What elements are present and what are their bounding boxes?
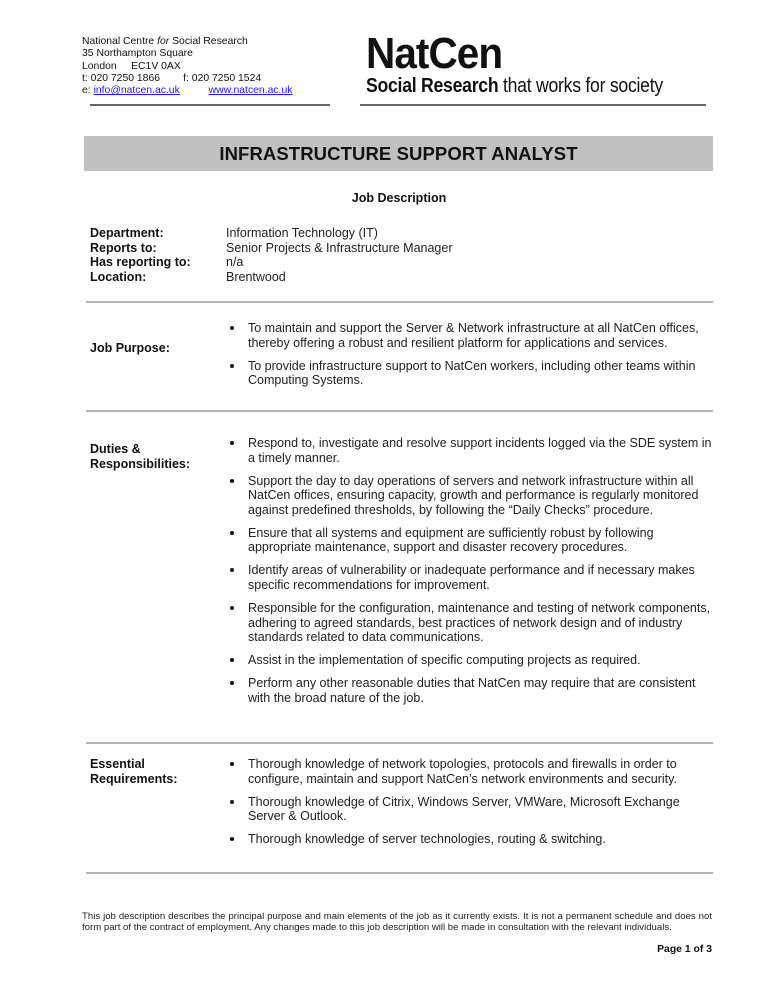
- address-line-2: London EC1V 0AX: [82, 60, 181, 72]
- logo-wordmark: NatCen: [366, 29, 503, 78]
- section-label: [90, 442, 190, 471]
- meta-row-reports-to: [90, 241, 453, 256]
- meta-row-department: [90, 226, 453, 241]
- logo-tagline: [366, 75, 663, 97]
- list-item: [226, 676, 716, 705]
- list-item: [226, 563, 716, 592]
- divider: [86, 301, 713, 303]
- meta-row-location: [90, 270, 453, 285]
- meta-key: Department:: [90, 226, 164, 240]
- bullet-icon: [230, 762, 234, 766]
- bullet-icon: [230, 658, 234, 662]
- list-item: [226, 832, 716, 847]
- logo-tagline-rest: that works for society: [498, 74, 663, 97]
- list-item: [226, 653, 716, 668]
- list-item: [226, 757, 716, 786]
- page-number: Page 1 of 3: [657, 944, 712, 955]
- email-prefix: e:: [82, 85, 94, 97]
- section-label-line: Essential: [90, 757, 145, 771]
- bullet-icon: [230, 606, 234, 610]
- bullet-icon: [230, 326, 234, 330]
- divider: [86, 742, 713, 744]
- header-rule-right: [360, 104, 706, 106]
- bullet-icon: [230, 531, 234, 535]
- meta-value: n/a: [226, 255, 244, 270]
- phone: t: 020 7250 1866: [82, 72, 161, 84]
- section-label-line: Requirements:: [90, 771, 178, 786]
- header-rule-left: [90, 104, 330, 106]
- list-item: [226, 474, 716, 518]
- list-item-text: Ensure that all systems and equipment are sufficiently robust by following appropriate maintenance, support and disaster recovery procedures.: [248, 525, 654, 555]
- essential-requirements-list: [226, 757, 716, 855]
- meta-key: Has reporting to:: [90, 255, 191, 270]
- section-label: Job Purpose:: [90, 341, 170, 355]
- title-band: [84, 136, 713, 171]
- address-line-1: 35 Northampton Square: [82, 48, 193, 60]
- divider: [86, 410, 713, 412]
- phone-fax-line: [82, 73, 292, 85]
- section-label-line: Responsibilities:: [90, 456, 191, 471]
- list-item-text: Assist in the implementation of specific computing projects as required.: [248, 653, 641, 668]
- natcen-logo: [366, 29, 712, 97]
- job-meta: [90, 226, 453, 284]
- bullet-icon: [230, 364, 234, 368]
- duties-list: [226, 436, 716, 714]
- list-item-text: Thorough knowledge of server technologies, routing & switching.: [248, 832, 606, 847]
- org-name-italic: for: [157, 36, 170, 47]
- website-link[interactable]: www.natcen.ac.uk: [208, 85, 293, 97]
- meta-value: Brentwood: [226, 269, 286, 284]
- list-item-text: Support the day to day operations of servers and network infrastructure within all NatCen offices, ensuring capacity, growth and performance is regularly monitored against predefined thresholds, by following the “Daily Checks” procedure.: [248, 473, 699, 517]
- email-link[interactable]: info@natcen.ac.uk: [93, 85, 180, 97]
- section-label-line: Duties &: [90, 442, 141, 456]
- bullet-icon: [230, 441, 234, 445]
- list-item-text: Thorough knowledge of Citrix, Windows Server, VMWare, Microsoft Exchange Server & Outlook.: [248, 794, 680, 824]
- bullet-icon: [230, 568, 234, 572]
- list-item: [226, 795, 716, 824]
- bullet-icon: [230, 800, 234, 804]
- meta-key: Reports to:: [90, 240, 157, 255]
- list-item-text: Thorough knowledge of network topologies, protocols and firewalls in order to configure, maintain and support NatCen’s network environments and security.: [248, 757, 677, 786]
- logo-tagline-bold: Social Research: [366, 74, 499, 97]
- email-web-line: [82, 85, 292, 97]
- list-item-text: Respond to, investigate and resolve support incidents logged via the SDE system in a timely manner.: [248, 436, 712, 465]
- org-name: [82, 36, 292, 48]
- bullet-icon: [230, 681, 234, 685]
- list-item: [226, 436, 716, 465]
- meta-value: Senior Projects & Infrastructure Manager: [226, 240, 453, 255]
- meta-key: Location:: [90, 269, 147, 284]
- list-item: [226, 601, 716, 645]
- page-title: INFRASTRUCTURE SUPPORT ANALYST: [219, 142, 578, 164]
- list-item: [226, 321, 716, 350]
- bullet-icon: [230, 837, 234, 841]
- list-item-text: Perform any other reasonable duties that NatCen may require that are consistent with the broad nature of the job.: [248, 676, 696, 705]
- list-item-text: Responsible for the configuration, maintenance and testing of network components, adhering to agreed standards, best practices of network design and of industry standards related to data communications.: [248, 600, 711, 645]
- bullet-icon: [230, 479, 234, 483]
- org-name-part: National Centre: [82, 36, 158, 47]
- list-item-text: To maintain and support the Server & Network infrastructure at all NatCen offices, thereby offering a robust and resilient platform for applications and services.: [248, 321, 699, 350]
- list-item: [226, 359, 716, 388]
- letterhead-address: [82, 36, 292, 97]
- fax: f: 020 7250 1524: [183, 72, 262, 84]
- footer-disclaimer: This job description describes the principal purpose and main elements of the job as it currently exists. It is not a permanent schedule and does not form part of the contract of employment. Any changes made to this job description will be made in consultation with the relevant individuals.: [82, 911, 712, 934]
- job-purpose-list: [226, 321, 716, 396]
- org-name-part: Social Research: [169, 36, 248, 47]
- meta-row-has-reporting: [90, 255, 453, 270]
- meta-value: Information Technology (IT): [226, 226, 378, 240]
- list-item-text: To provide infrastructure support to NatCen workers, including other teams within Computing Systems.: [248, 358, 696, 388]
- list-item: [226, 526, 716, 555]
- document-subtitle: Job Description: [351, 191, 447, 205]
- list-item-text: Identify areas of vulnerability or inadequate performance and if necessary makes specific recommendations for improvement.: [248, 563, 695, 592]
- section-label: [90, 757, 178, 786]
- divider: [86, 872, 713, 874]
